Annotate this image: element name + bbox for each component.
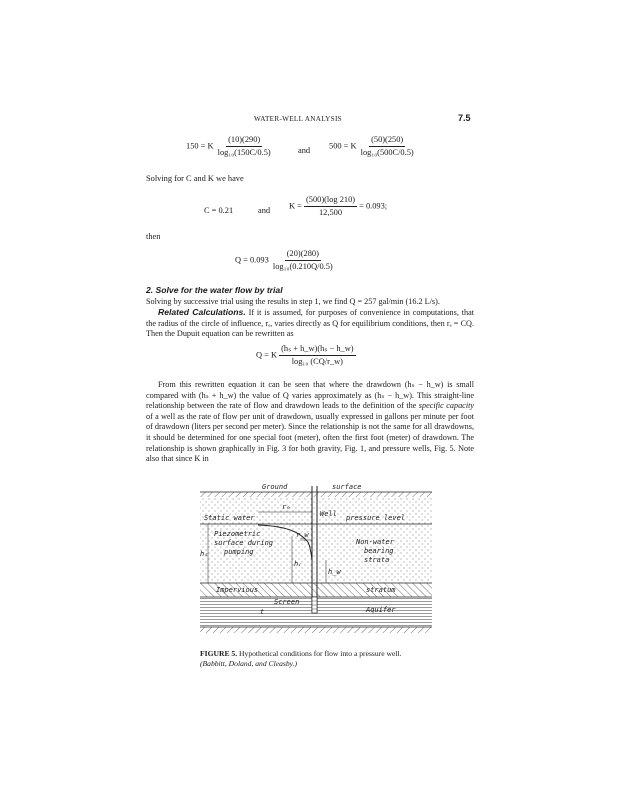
eq4-left: Q = K <box>256 350 278 360</box>
eq1-and: and <box>298 146 311 155</box>
eq3-fraction <box>271 249 335 272</box>
eq2-result: = 0.093; <box>359 201 388 211</box>
label-impervious: Impervious <box>216 586 259 594</box>
solving-text: Solving for C and K we have <box>146 174 244 183</box>
caption-text: Hypothetical conditions for flow into a pressure well. <box>239 649 402 658</box>
label-well: Well <box>320 510 337 518</box>
bottom-hatch <box>200 627 432 633</box>
label-aquifer: Aquifer <box>366 606 396 614</box>
eq2-numerator: (500)(log 210) <box>304 195 357 207</box>
eq3-denominator: log₁₀(0.210Q/0.5) <box>272 262 333 271</box>
eq4-fraction <box>279 344 355 367</box>
paragraph-text-b: of a well as the rate of flow per unit of drawdown, usually expressed in gallons per minute per foot of drawdown (liters per second per meter). Since the relationship is not the same for all drawdowns, it should be determined for one special foot (meter), often the first foot (meter) of drawdown. The relationship is shown graphically in Fig. 3 for both gravity, Fig. 1, and pressure wells, Fig. 5. Note also that since K in <box>146 411 474 464</box>
label-rw: r_w <box>296 531 309 539</box>
eq2-fraction <box>304 195 357 218</box>
label-bearing: bearing <box>364 547 394 555</box>
eq1-left: 150 = K <box>186 141 214 151</box>
label-static-water: Static water <box>204 514 255 522</box>
label-surface: surface <box>332 483 362 491</box>
eq1-numerator: (10)(290) <box>226 135 262 147</box>
related-heading: Related Calculations. <box>158 307 246 317</box>
eq3-numerator: (20)(280) <box>285 249 321 261</box>
label-stratum: stratum <box>366 586 396 594</box>
eq1-fraction <box>216 135 273 158</box>
label-piezometric: Piezometric <box>214 530 261 538</box>
eq2-and: and <box>258 206 271 215</box>
eq4-denominator: log₁₀ (CQ/r_w) <box>291 357 343 366</box>
related-body: If it is assumed, for purposes of convenience in computations, that the radius of the circle of influence, rₑ, varies directly as Q for equilibrium conditions, then rₑ = CQ. Then the Dupuit equation can be rewritten as <box>146 308 475 339</box>
eq1b-denominator: log₁₀(500C/0.5) <box>360 148 414 157</box>
label-strata: strata <box>364 556 390 564</box>
label-pressure-level: pressure level <box>346 514 406 522</box>
pressure-well-figure <box>196 480 436 640</box>
body-paragraph <box>146 380 474 465</box>
equation-3 <box>235 249 335 272</box>
eq1b-numerator: (50)(250) <box>369 135 405 147</box>
eq4-numerator: (hₛ + h_w)(hₛ − h_w) <box>279 344 355 356</box>
paragraph-emphasis: specific capacity <box>418 401 475 411</box>
step-2-heading: 2. Solve for the water flow by trial <box>146 285 283 295</box>
label-ground: Ground <box>262 483 288 491</box>
step-2-body: Solving by successive trial using the results in step 1, we find Q = 257 gal/min (16.2 L/s). <box>146 297 440 306</box>
eq1b-left: 500 = K <box>329 141 357 151</box>
ground-hatch <box>200 492 432 497</box>
eq1b-fraction <box>359 135 416 158</box>
eq1-denominator: log₁₀(150C/0.5) <box>217 148 271 157</box>
caption-label: FIGURE 5. <box>200 649 238 658</box>
eq3-left: Q = 0.093 <box>235 255 269 265</box>
paragraph-text-a: From this rewritten equation it can be seen that where the drawdown (hₛ − h_w) is small compared with (hₛ + h_w) the value of Q varies approximately as (hₛ − h_w). This straight-line relationship between the rate of flow and drawdown leads to the definition of the <box>146 380 474 411</box>
label-surface-during: surface during <box>214 539 274 547</box>
label-hw: h_w <box>328 568 341 576</box>
eq2-denominator: 12,500 <box>318 208 343 217</box>
label-screen: Screen <box>274 598 300 606</box>
label-t: t <box>260 608 265 616</box>
equation-2 <box>289 195 387 218</box>
eq2-k: K = <box>289 201 302 211</box>
related-calculations-paragraph <box>146 307 474 340</box>
label-hs: hₛ <box>200 550 209 558</box>
eq2-c: C = 0.21 <box>204 206 234 215</box>
equation-4 <box>256 344 356 367</box>
figure-caption <box>200 649 428 669</box>
label-non-water: Non-water <box>356 538 394 546</box>
caption-source: (Babbitt, Doland, and Cleasby.) <box>200 659 298 668</box>
label-hr: hᵣ <box>294 560 303 568</box>
label-pumping: pumping <box>224 548 254 556</box>
then-text: then <box>146 232 161 241</box>
running-title: WATER-WELL ANALYSIS <box>254 115 342 123</box>
equation-1b <box>329 135 416 158</box>
equation-1 <box>186 135 273 158</box>
label-re: rₑ <box>282 503 291 511</box>
page-number: 7.5 <box>458 113 471 123</box>
